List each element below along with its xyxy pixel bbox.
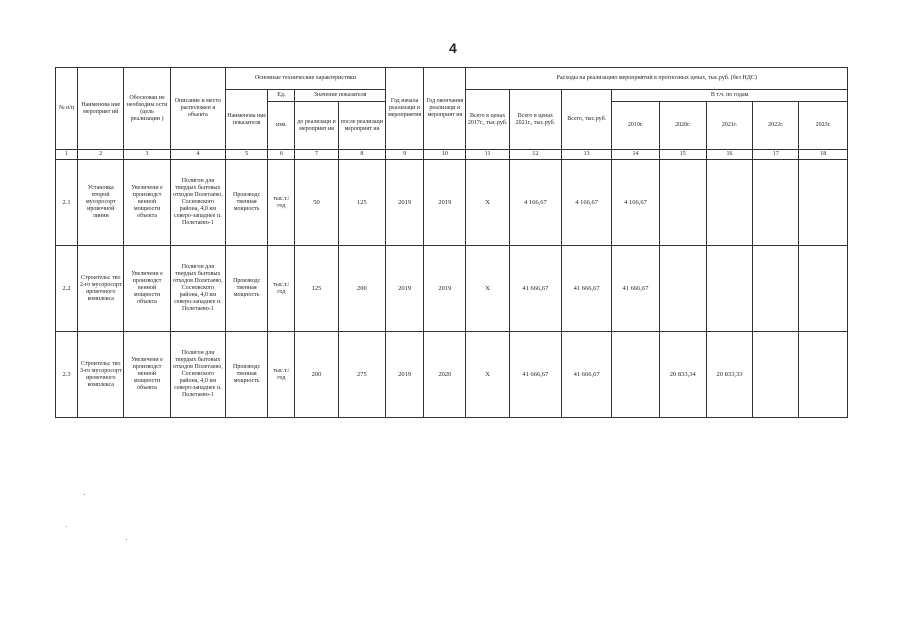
row-y2021 [706, 246, 752, 332]
row-y2019: 4 166,67 [612, 160, 659, 246]
row-reason: Увеличени е производст венной мощности объекта [124, 160, 170, 246]
row-total-2021: 41 666,67 [509, 246, 561, 332]
header-costs-group: Расходы на реализацию мероприятий в прогнозных ценах, тыс.руб. (без НДС) [466, 68, 848, 90]
row-name: Установка второй мусоросорт ировочной линии [78, 160, 124, 246]
row-total-2017: X [466, 246, 509, 332]
row-number: 2.1 [56, 160, 78, 246]
row-year-start: 2019 [385, 246, 423, 332]
row-y2021: 20 833,33 [706, 332, 752, 418]
row-y2019: 41 666,67 [612, 246, 659, 332]
header-by-years: В т.ч. по годам [612, 90, 848, 102]
scan-speck [126, 539, 127, 540]
header-year-2023: 2023г. [799, 102, 848, 150]
row-total: 41 666,67 [562, 246, 612, 332]
row-y2023 [799, 160, 848, 246]
row-year-end: 2020 [424, 332, 466, 418]
column-number: 1 [56, 150, 78, 160]
column-number-row [56, 150, 848, 160]
row-value-after: 275 [338, 332, 385, 418]
header-year-2020: 2020г. [659, 102, 706, 150]
column-number: 5 [226, 150, 268, 160]
column-number: 14 [612, 150, 659, 160]
row-y2020 [659, 160, 706, 246]
row-number: 2.3 [56, 332, 78, 418]
row-value-after: 125 [338, 160, 385, 246]
row-unit: тыс.т./ год [268, 332, 295, 418]
row-indicator: Производс твенная мощность [226, 246, 268, 332]
column-number: 15 [659, 150, 706, 160]
header-indicator: Наименова ние показателя [226, 90, 268, 150]
header-year-2019: 2019г. [612, 102, 659, 150]
header-num: № п/п [56, 68, 78, 150]
column-number: 4 [170, 150, 225, 160]
row-name: Строительс тво 2-го мусоросорт ировочного комплекса [78, 246, 124, 332]
header-total-2021: Всего в ценах 2021г., тыс.руб. [509, 90, 561, 150]
row-y2022 [753, 246, 799, 332]
row-value-before: 200 [295, 332, 338, 418]
row-total: 4 166,67 [562, 160, 612, 246]
header-year-end: Год окончания реализаци и мероприят ия [424, 68, 466, 150]
row-total-2017: X [466, 332, 509, 418]
header-tech-group: Основные технические характеристики [226, 68, 386, 90]
row-reason: Увеличени е производст венной мощности объекта [124, 246, 170, 332]
column-number: 3 [124, 150, 170, 160]
column-number: 12 [509, 150, 561, 160]
row-total-2021: 4 166,67 [509, 160, 561, 246]
column-number: 10 [424, 150, 466, 160]
column-number: 13 [562, 150, 612, 160]
row-y2023 [799, 332, 848, 418]
row-indicator: Производс твенная мощность [226, 332, 268, 418]
page-number: 4 [449, 40, 457, 56]
investment-table [55, 67, 848, 418]
column-number: 7 [295, 150, 338, 160]
header-year-2022: 2022г. [753, 102, 799, 150]
row-year-start: 2019 [385, 160, 423, 246]
header-unit-group: Ед. [268, 90, 295, 102]
row-y2020 [659, 246, 706, 332]
row-description: Полигон для твердых бытовых отходов Полетаево, Сосновского района, 4,0 км северо-западнее п. Полетаево-1 [170, 246, 225, 332]
row-indicator: Производс твенная мощность [226, 160, 268, 246]
row-unit: тыс.т./ год [268, 246, 295, 332]
row-year-end: 2019 [424, 246, 466, 332]
table-row [56, 160, 848, 246]
header-reason: Обоснован ие необходим ости (цель реализации ) [124, 68, 170, 150]
table-row [56, 246, 848, 332]
row-number: 2.2 [56, 246, 78, 332]
row-y2020: 20 833,34 [659, 332, 706, 418]
row-value-before: 125 [295, 246, 338, 332]
header-total-2017: Всего в ценах 2017г., тыс.руб. [466, 90, 509, 150]
header-value-after: после реализаци мероприят ия [338, 102, 385, 150]
scan-speck [66, 526, 67, 527]
header-value-before: до реализаци и мероприят ия [295, 102, 338, 150]
row-value-after: 200 [338, 246, 385, 332]
header-year-2021: 2021г. [706, 102, 752, 150]
header-value-group: Значение показателя [295, 90, 386, 102]
row-year-start: 2019 [385, 332, 423, 418]
row-year-end: 2019 [424, 160, 466, 246]
row-value-before: 50 [295, 160, 338, 246]
column-number: 16 [706, 150, 752, 160]
column-number: 9 [385, 150, 423, 160]
row-reason: Увеличени е производст венной мощности объекта [124, 332, 170, 418]
column-number: 2 [78, 150, 124, 160]
row-y2022 [753, 160, 799, 246]
column-number: 11 [466, 150, 509, 160]
column-number: 17 [753, 150, 799, 160]
column-number: 18 [799, 150, 848, 160]
row-y2021 [706, 160, 752, 246]
header-description: Описание и место расположен я объекта [170, 68, 225, 150]
row-name: Строительс тво 3-го мусоросорт ировочного комплекса [78, 332, 124, 418]
row-total-2021: 41 666,67 [509, 332, 561, 418]
scan-speck [84, 494, 85, 495]
column-number: 6 [268, 150, 295, 160]
header-name: Наименова ние мероприят ий [78, 68, 124, 150]
row-description: Полигон для твердых бытовых отходов Полетаево, Сосновского района, 4,0 км северо-западнее п. Полетаево-1 [170, 332, 225, 418]
table-row [56, 332, 848, 418]
row-description: Полигон для твердых бытовых отходов Полетаево, Сосновского района, 4,0 км северо-западнее п. Полетаево-1 [170, 160, 225, 246]
row-total-2017: X [466, 160, 509, 246]
row-y2023 [799, 246, 848, 332]
row-unit: тыс.т./ год [268, 160, 295, 246]
header-unit: изм. [268, 102, 295, 150]
header-year-start: Год начала реализаци и мероприятия [385, 68, 423, 150]
row-y2019 [612, 332, 659, 418]
row-y2022 [753, 332, 799, 418]
column-number: 8 [338, 150, 385, 160]
row-total: 41 666,67 [562, 332, 612, 418]
header-total: Всего, тыс.руб. [562, 90, 612, 150]
